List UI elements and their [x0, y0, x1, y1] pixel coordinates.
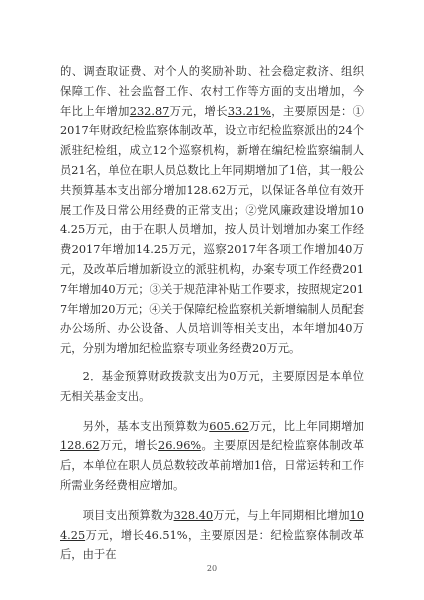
text-segment: 另外，基本支出预算数为	[82, 419, 210, 433]
text-segment: 万元，增长	[99, 439, 159, 453]
underlined-percent: 26.96%	[158, 439, 202, 453]
text-segment: ，主要原因是：①2017年财政纪检监察体制改革，设立市纪检监察派出的24个派驻纪检组，成立12个巡察机构，新增在编纪检监察编制人员21名，单位在职人员总数比上年同期增加了1倍，其一般公共预算基本支出部分增加128.62万元，以保证各单位有效开展工作及日常公用经费的正常支出；②党风廉政建设增加104.25万元，由于在职人员增加，按人员计划增加办案工作经费2017年增加14.25万元，巡察2017年各项工作增加40万元，及改革后增加新设立的派驻机构，办案专项工作经费2017年增加40万元；③关于规范津补贴工作要求，按照规定2017年增加20万元；④关于保障纪检监察机关新增编制人员配套办公场所、办公设备、人员培训等相关支出，本年增加40万元，分别为增加纪检监察专项业务经费20万元。	[60, 104, 364, 356]
text-segment: 万元，比上年同期增加	[248, 419, 364, 433]
paragraph-expenditure-increase	[60, 62, 364, 359]
paragraph-fund-budget: 2．基金预算财政拨款支出为0万元，主要原因是本单位无相关基金支出。	[60, 369, 364, 403]
underlined-amount: 232.87	[129, 104, 170, 118]
text-segment: 项目支出预算数为	[82, 508, 174, 522]
text-segment: 万元，增长	[169, 104, 228, 118]
underlined-amount: 605.62	[209, 419, 249, 433]
text-segment: 万元，增长46.51%，主要原因是：纪检监察体制改革后，由于在	[60, 528, 364, 562]
paragraph-basic-expenditure	[60, 417, 364, 496]
underlined-amount: 128.62	[60, 439, 100, 453]
text-segment: 。主要原因是纪检监察体制改革后，本单位在职人员总数较改革前增加1倍，日常运转和工作所需业务经费相应增加。	[60, 439, 364, 492]
text-segment: 万元，与上年同期相比增加	[213, 508, 350, 522]
paragraph-project-expenditure	[60, 506, 364, 565]
text-segment: 的、调查取证费、对个人的奖励补助、社会稳定救济、组织保障工作、社会监督工作、农村工作等方面的支出增加，今年比上年增加	[60, 65, 364, 118]
underlined-percent: 33.21%	[227, 104, 271, 118]
underlined-amount: 104.25	[60, 508, 364, 542]
underlined-amount: 328.40	[173, 508, 214, 522]
page-number: 20	[206, 564, 218, 573]
